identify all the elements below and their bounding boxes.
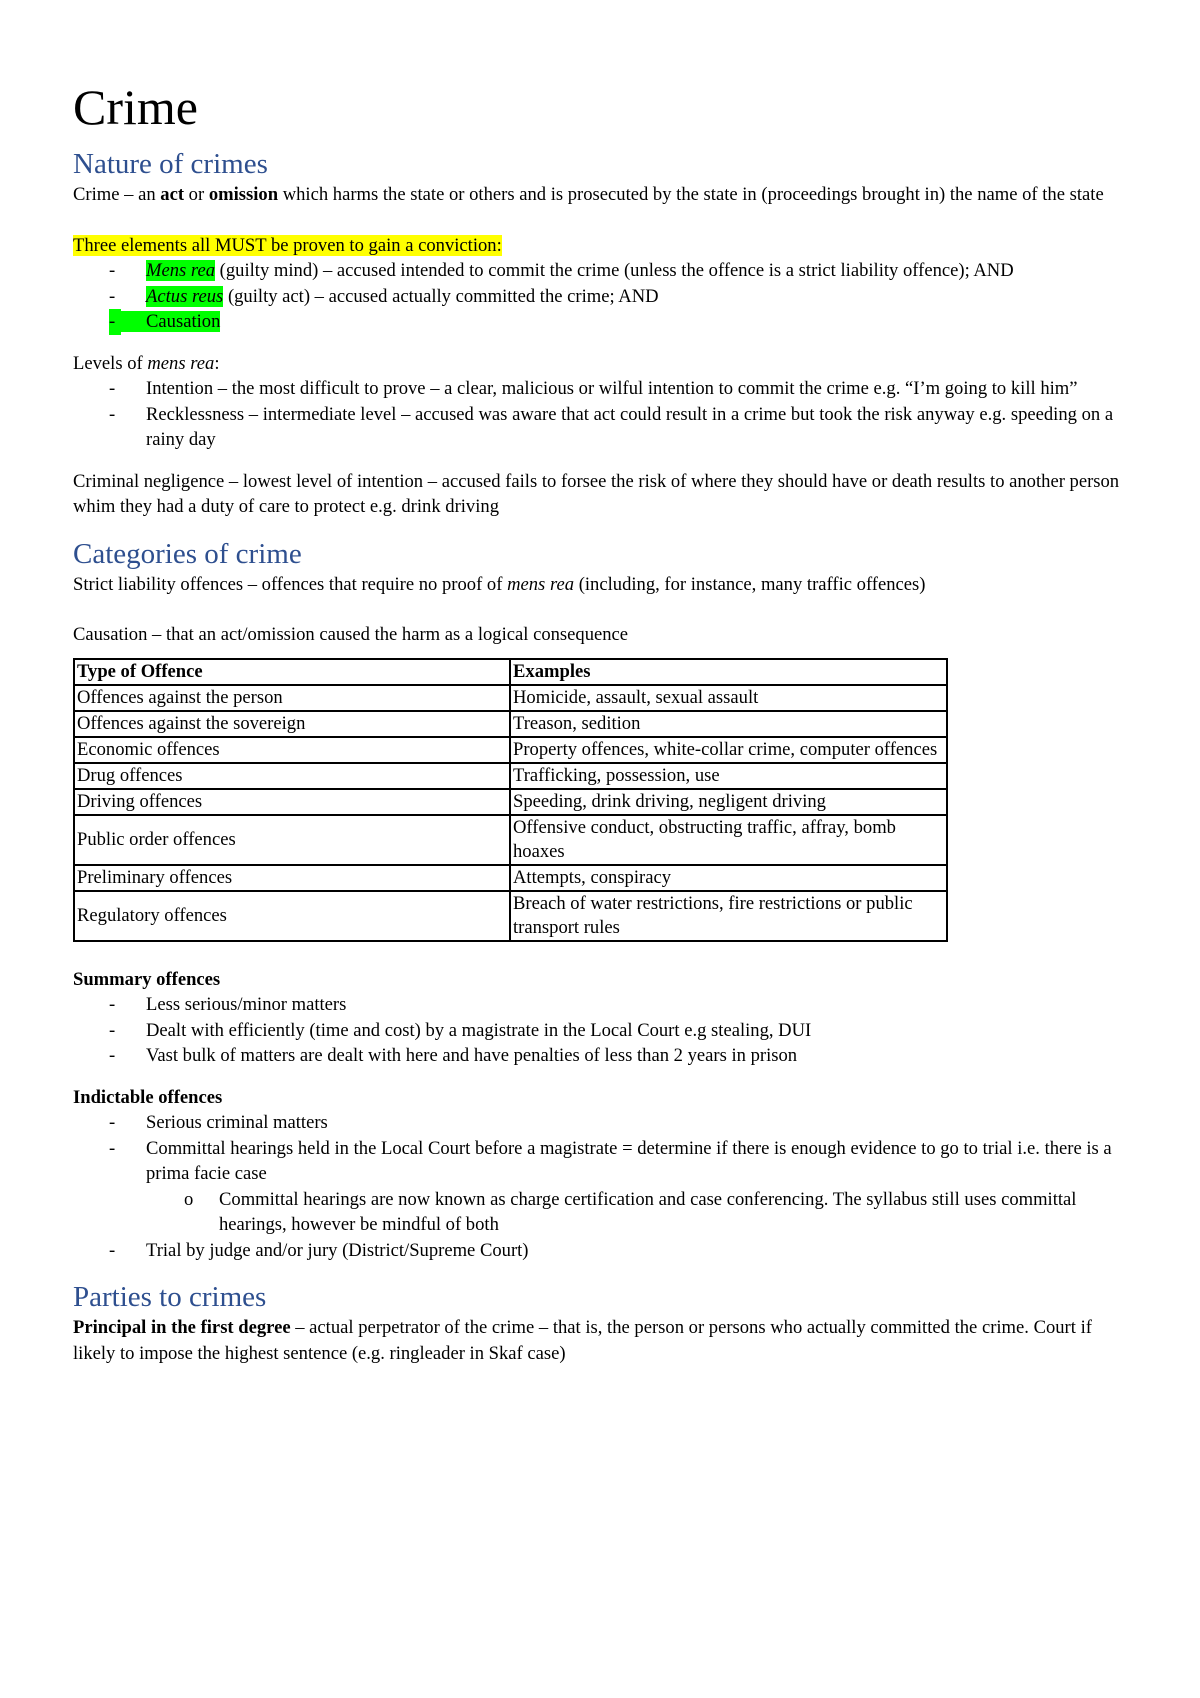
table-cell: Offensive conduct, obstructing traffic, affray, bomb hoaxes <box>510 815 947 865</box>
list-item: - Dealt with efficiently (time and cost) by a magistrate in the Local Court e.g stealing, DUI <box>109 1019 812 1041</box>
table-cell: Public order offences <box>74 815 510 865</box>
table-cell: Preliminary offences <box>74 865 510 891</box>
strict-liability: Strict liability offences – offences that require no proof of mens rea (including, for instance, many traffic offences) <box>73 573 926 595</box>
table-cell: Offences against the sovereign <box>74 711 510 737</box>
table-cell: Property offences, white-collar crime, computer offences <box>510 737 947 763</box>
table-cell: Homicide, assault, sexual assault <box>510 685 947 711</box>
table-cell: Regulatory offences <box>74 891 510 941</box>
document-title: Crime <box>73 79 198 135</box>
summary-offences-heading: Summary offences <box>73 968 221 990</box>
list-item: - Causation <box>73 309 1133 335</box>
table-row <box>74 763 947 789</box>
table-cell: Economic offences <box>74 737 510 763</box>
list-item: - Actus reus (guilty act) – accused actually committed the crime; AND <box>109 285 659 307</box>
elements-intro: Three elements all MUST be proven to gain a conviction: <box>73 234 502 256</box>
table-cell: Attempts, conspiracy <box>510 865 947 891</box>
indictable-offences-heading: Indictable offences <box>73 1086 223 1108</box>
table-row <box>74 815 947 865</box>
table-cell: Speeding, drink driving, negligent driving <box>510 789 947 815</box>
table-header-row <box>74 659 947 685</box>
table-cell: Driving offences <box>74 789 510 815</box>
table-row <box>74 737 947 763</box>
document-page <box>73 72 1133 1366</box>
principal-first-degree: Principal in the first degree – actual perpetrator of the crime – that is, the person or persons who actually committed the crime. Court if likely to impose the highest sentence (e.g. ringleader in Skaf case) <box>73 1317 1092 1364</box>
table-header-cell: Examples <box>510 659 947 685</box>
heading-categories-of-crime: Categories of crime <box>73 537 302 570</box>
crime-definition: Crime – an act or omission which harms the state or others and is prosecuted by the state in (proceedings brought in) the name of the state <box>73 184 1104 205</box>
list-item: o Committal hearings are now known as charge certification and case conferencing. The syllabus still uses committal hearings, however be mindful of both <box>184 1188 1077 1235</box>
heading-nature-of-crimes: Nature of crimes <box>73 148 268 180</box>
elements-list <box>73 258 1133 335</box>
table-cell: Treason, sedition <box>510 711 947 737</box>
table-row <box>74 711 947 737</box>
table-row <box>74 685 947 711</box>
heading-parties-to-crimes: Parties to crimes <box>73 1281 267 1313</box>
causation-definition: Causation – that an act/omission caused the harm as a logical consequence <box>73 624 629 645</box>
indictable-sublist <box>146 1187 1133 1238</box>
table-cell: Trafficking, possession, use <box>510 763 947 789</box>
table-row <box>74 891 947 941</box>
table-header-cell: Type of Offence <box>74 659 510 685</box>
list-item: - Recklessness – intermediate level – accused was aware that act could result in a crime but took the risk anyway e.g. speeding on a rainy day <box>109 403 1114 450</box>
list-item: - Mens rea (guilty mind) – accused intended to commit the crime (unless the offence is a strict liability offence); AND <box>109 260 1014 281</box>
summary-offences-list <box>73 992 1133 1069</box>
table-row <box>74 789 947 815</box>
list-item: - Intention – the most difficult to prove – a clear, malicious or wilful intention to commit the crime e.g. “I’m going to kill him” <box>109 378 1078 399</box>
list-item: - Vast bulk of matters are dealt with here and have penalties of less than 2 years in prison <box>109 1045 798 1066</box>
table-row <box>74 865 947 891</box>
list-item: - Committal hearings held in the Local Court before a magistrate = determine if there is enough evidence to go to trial i.e. there is a prima facie case o Committal hearings are now known as charge certification and case conferencing. The syllabus still uses committal hearings, however be mindful of both <box>73 1136 1133 1238</box>
list-item: - Less serious/minor matters <box>109 994 347 1015</box>
list-item: - Serious criminal matters <box>109 1112 328 1133</box>
criminal-negligence: Criminal negligence – lowest level of intention – accused fails to forsee the risk of where they should have or death results to another person whim they had a duty of care to protect e.g. drink driving <box>73 470 1120 517</box>
table-cell: Drug offences <box>74 763 510 789</box>
table-cell: Offences against the person <box>74 685 510 711</box>
offence-table <box>73 658 948 942</box>
table-cell: Breach of water restrictions, fire restrictions or public transport rules <box>510 891 947 941</box>
list-item: - Trial by judge and/or jury (District/Supreme Court) <box>109 1239 529 1261</box>
levels-list <box>73 376 1133 453</box>
indictable-offences-list <box>73 1110 1133 1263</box>
levels-intro: Levels of mens rea: <box>73 352 220 374</box>
